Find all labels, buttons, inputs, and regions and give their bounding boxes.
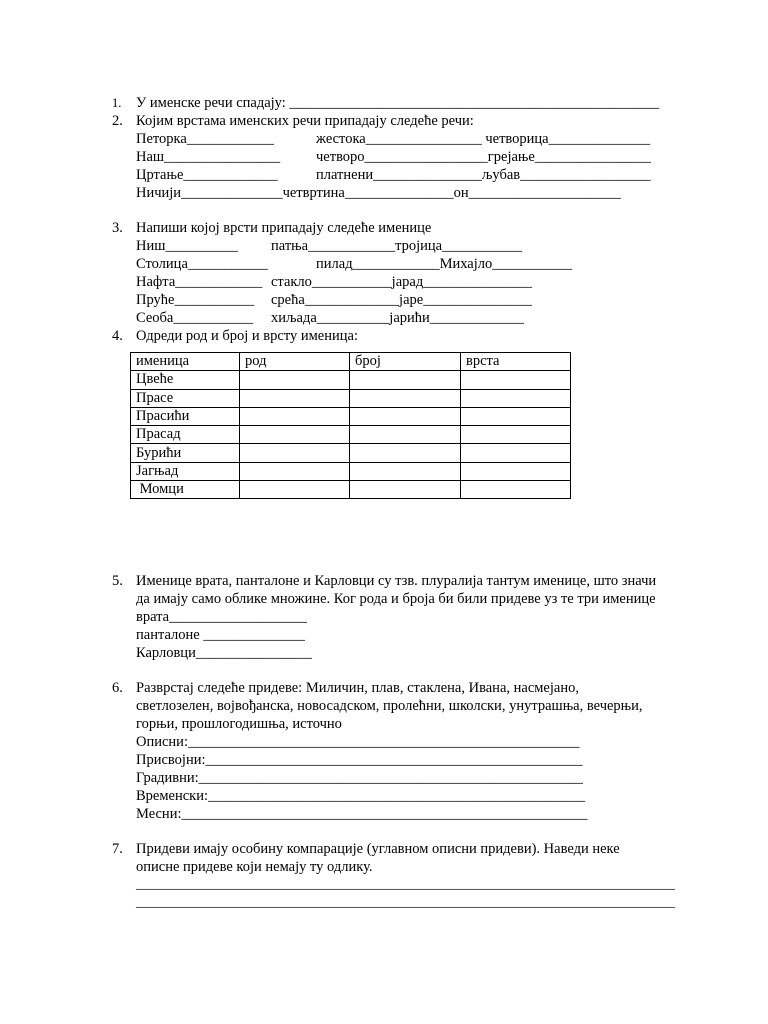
noun-cell: Прасићи <box>131 407 240 425</box>
q7-answer-line-1[interactable]: _____________________________________________________________________________ <box>136 877 675 892</box>
q6-line-2: светлозелен, војвођанска, новосадском, пролећни, школски, унутрашња, вечерњи, <box>136 698 643 714</box>
noun-cell: Прасе <box>131 389 240 407</box>
q3-row-4b: среħа_____________јаре_______________ <box>271 292 532 308</box>
q5-line-1: Именице врата, панталоне и Карловци су тзв. плуралија тантум именице, што значи <box>136 573 657 589</box>
q5-line-4: панталоне ______________ <box>136 627 305 643</box>
q3-row-5b: хиљада__________јарићи_____________ <box>271 310 525 326</box>
answer-cell[interactable] <box>240 371 350 389</box>
noun-cell: Прасад <box>131 426 240 444</box>
q3-row-2b: пилад____________Михајло___________ <box>316 256 572 272</box>
table-row <box>131 407 571 425</box>
answer-cell[interactable] <box>350 407 461 425</box>
q3-row-2a: Столица___________ <box>136 256 268 272</box>
q5-line-3: врата___________________ <box>136 609 307 625</box>
q7-answer-line-2[interactable]: _____________________________________________________________________________ <box>136 895 675 910</box>
answer-cell[interactable] <box>461 407 571 425</box>
answer-cell[interactable] <box>350 371 461 389</box>
table-row <box>131 389 571 407</box>
q2-row-3a: Цртање_____________ <box>136 167 278 183</box>
q1-text: У именске речи спадају: ___________________________________________________ <box>136 95 660 111</box>
q4-number: 4. <box>112 328 123 344</box>
q2-row-3b: платнени_______________љубав__________________ <box>316 167 651 183</box>
table-header-row <box>131 353 571 371</box>
q1-number: 1. <box>112 96 122 110</box>
q3-row-3a: Нафта____________ <box>136 274 263 290</box>
answer-cell[interactable] <box>240 481 350 499</box>
q7-line-2: описне придеве који немају ту одлику. <box>136 859 373 875</box>
header-number: број <box>350 353 461 371</box>
answer-cell[interactable] <box>461 426 571 444</box>
q2-row-1b: жестока________________ четворица______________ <box>316 131 651 147</box>
q6-line-5: Присвојни:____________________________________________________ <box>136 752 583 768</box>
noun-cell: Цвеће <box>131 371 240 389</box>
q5-line-2: да имају само облике множине. Ког рода и броја би били придеве уз те три именице <box>136 591 656 607</box>
noun-cell: Бурићи <box>131 444 240 462</box>
answer-cell[interactable] <box>461 462 571 480</box>
answer-cell[interactable] <box>461 371 571 389</box>
answer-cell[interactable] <box>461 481 571 499</box>
q6-line-3: горњи, прошлогодишња, источно <box>136 716 342 732</box>
q3-number: 3. <box>112 220 123 236</box>
noun-cell: Момци <box>131 481 240 499</box>
answer-cell[interactable] <box>461 444 571 462</box>
q6-line-4: Описни:______________________________________________________ <box>136 734 580 750</box>
q2-row-4: Ничији______________четвртина_______________он_____________________ <box>136 185 621 201</box>
answer-cell[interactable] <box>240 426 350 444</box>
q2-number: 2. <box>112 113 123 129</box>
q2-row-1a: Петорка____________ <box>136 131 274 147</box>
q2-row-2a: Наш________________ <box>136 149 281 165</box>
q3-row-1a: Ниш__________ <box>136 238 238 254</box>
q3-row-1b: патња____________тројица___________ <box>271 238 522 254</box>
q2-row-2b: четворо_________________грејање________________ <box>316 149 651 165</box>
q6-line-7: Временски:____________________________________________________ <box>136 788 585 804</box>
noun-table <box>130 352 571 499</box>
q6-line-8: Месни:________________________________________________________ <box>136 806 588 822</box>
answer-cell[interactable] <box>350 389 461 407</box>
q5-number: 5. <box>112 573 123 589</box>
answer-cell[interactable] <box>350 462 461 480</box>
q6-line-1: Разврстај следеће придеве: Миличин, плав, стаклена, Ивана, насмејано, <box>136 680 579 696</box>
answer-cell[interactable] <box>240 462 350 480</box>
q5-line-5: Карловци________________ <box>136 645 312 661</box>
table-row <box>131 481 571 499</box>
header-gender: род <box>240 353 350 371</box>
q3-row-3b: стакло___________јарад_______________ <box>271 274 532 290</box>
table-row <box>131 462 571 480</box>
q6-line-6: Градивни:_____________________________________________________ <box>136 770 583 786</box>
header-noun: именица <box>131 353 240 371</box>
q6-number: 6. <box>112 680 123 696</box>
answer-cell[interactable] <box>350 481 461 499</box>
q3-row-4a: Пруће___________ <box>136 292 255 308</box>
q7-number: 7. <box>112 841 123 857</box>
answer-cell[interactable] <box>240 389 350 407</box>
header-type: врста <box>461 353 571 371</box>
answer-cell[interactable] <box>240 444 350 462</box>
q7-line-1: Придеви имају особину компарације (углавном описни придеви). Наведи неке <box>136 841 620 857</box>
q3-row-5a: Сеоба___________ <box>136 310 254 326</box>
q3-text: Напиши којој врсти припадају следеће именице <box>136 220 432 236</box>
answer-cell[interactable] <box>240 407 350 425</box>
q2-text: Којим врстама именских речи припадају следеће речи: <box>136 113 474 129</box>
noun-cell: Јагњад <box>131 462 240 480</box>
table-row <box>131 371 571 389</box>
answer-cell[interactable] <box>350 444 461 462</box>
table-row <box>131 426 571 444</box>
q4-text: Одреди род и број и врсту именица: <box>136 328 358 344</box>
answer-cell[interactable] <box>350 426 461 444</box>
table-row <box>131 444 571 462</box>
answer-cell[interactable] <box>461 389 571 407</box>
